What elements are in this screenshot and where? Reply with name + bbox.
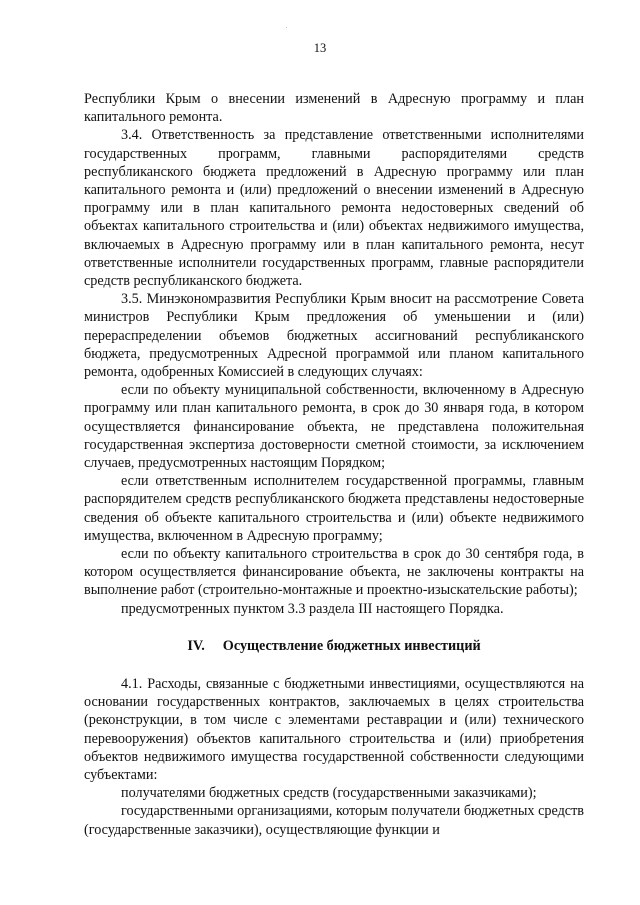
page-number: 13: [313, 41, 327, 55]
document-body: [84, 90, 584, 839]
paragraph-continuation: Республики Крым о внесении изменений в Адресную программу и план капитального ремонта.: [84, 91, 584, 126]
paragraph-3-4: 3.4. Ответственность за представление ответственными исполнителями государственных программ, главными распорядителями средств республиканского бюджета предложений в Адресную программу или план капитального ремонта и (или) предложений о внесении изменений в Адресную программу или в план капитального ремонта недостоверных сведений об объектах капитального строительства и (или) объектах недвижимого имущества, включаемых в Адресную программу или в план капитального ремонта, несут ответственные исполнители государственных программ, главные распорядители средств республиканского бюджета.: [84, 127, 584, 290]
list-item-recipients: получателями бюджетных средств (государственными заказчиками);: [121, 785, 537, 802]
list-item-case-3: если по объекту капитального строительства в срок до 30 сентября года, в котором осуществляется финансирование объекта, не заключены контракты на выполнение работ (строительно-монтажные и проектно-изыскательские работы);: [84, 546, 584, 599]
section-heading: [84, 637, 584, 655]
paragraph-4-1: 4.1. Расходы, связанные с бюджетными инвестициями, осуществляются на основании государственных контрактов, заключаемых в целях строительства (реконструкции, в том числе с элементами реставрации и (или) технического перевооружения) объектов капитального строительства и (или) приобретения объектов недвижимого имущества государственной собственности следующими субъектами:: [84, 675, 584, 783]
list-item-organizations: государственными организациями, которым получатели бюджетных средств (государственные заказчики), осуществляющие функции и: [84, 803, 584, 838]
scan-speck: [286, 27, 287, 28]
list-item-case-1: если по объекту муниципальной собственности, включенному в Адресную программу или план капитального ремонта, в срок до 30 января года, в котором осуществляется финансирование объекта, не представлена положительная государственная экспертиза достоверности сметной стоимости, за исключением случаев, предусмотренных настоящим Порядком;: [84, 382, 584, 472]
paragraph-3-5: 3.5. Минэкономразвития Республики Крым вносит на рассмотрение Совета министров Республики Крым предложения об уменьшении и (или) перераспределении объемов бюджетных ассигнований республиканского бюджета, предусмотренных Адресной программой или планом капитального ремонта, одобренных Комиссией в следующих случаях:: [84, 291, 584, 381]
section-number: IV.: [187, 637, 205, 654]
section-title: Осуществление бюджетных инвестиций: [222, 637, 481, 654]
list-item-case-4: предусмотренных пунктом 3.3 раздела III настоящего Порядка.: [121, 600, 504, 617]
list-item-case-2: если ответственным исполнителем государственной программы, главным распорядителем средств республиканского бюджета представлены недостоверные сведения об объекте капитального строительства и (или) объекте недвижимого имущества, включенном в Адресную программу;: [84, 473, 584, 544]
